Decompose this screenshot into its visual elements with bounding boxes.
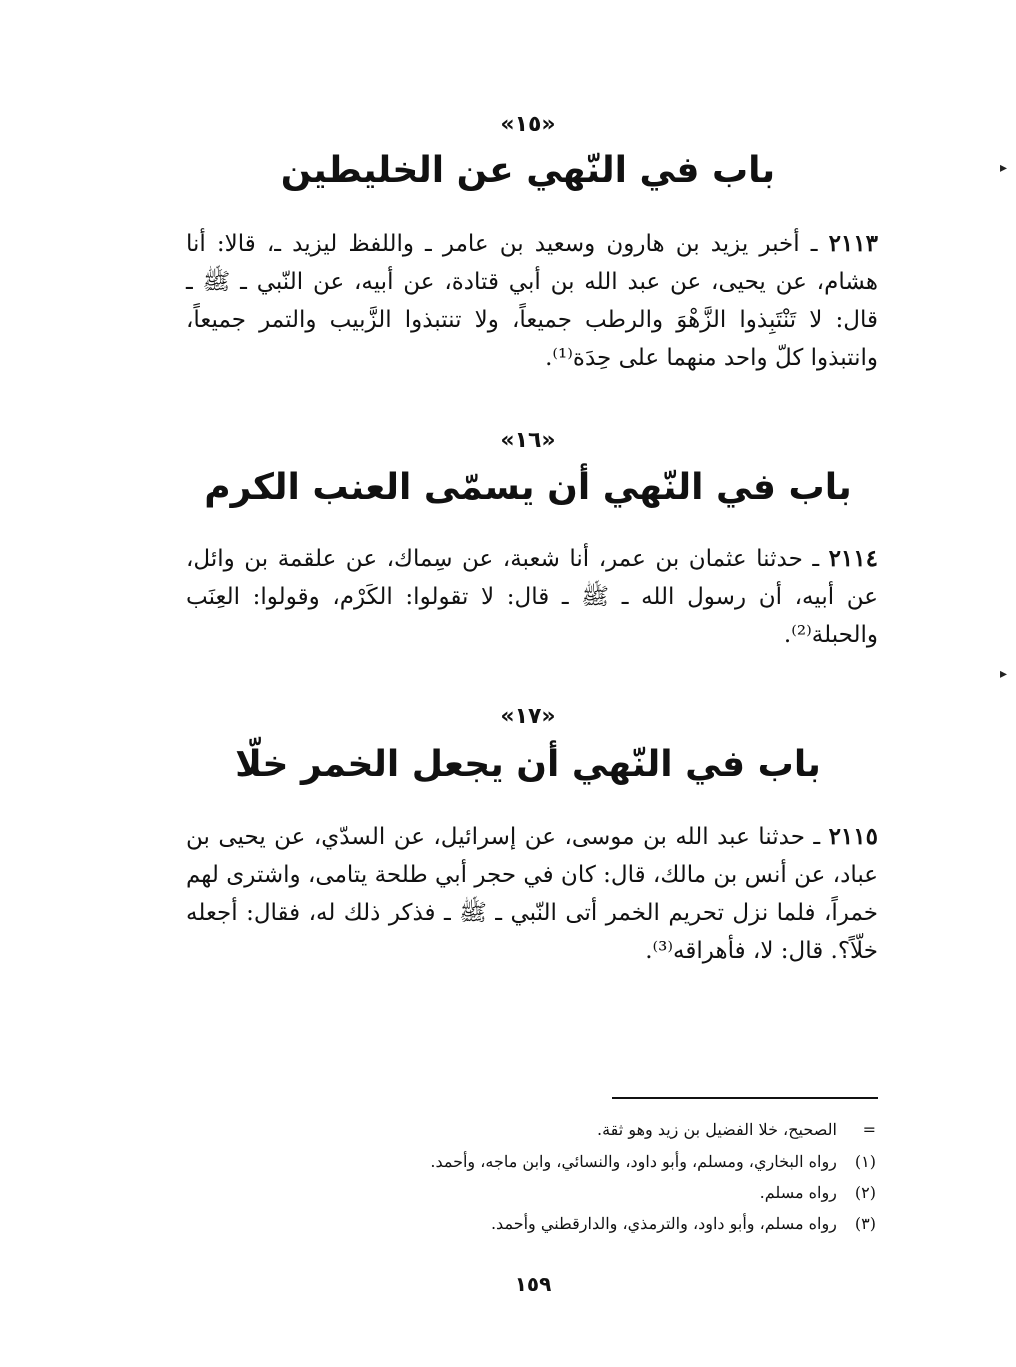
- footnote-label: (٣): [854, 1214, 876, 1233]
- footnote: [356, 1150, 876, 1174]
- section-title: باب في النّهي أن يسمّى العنب الكرم: [204, 467, 852, 508]
- hadith-number: ٢١١٤: [828, 545, 878, 572]
- footnote-label: (١): [854, 1152, 876, 1171]
- section-number: «١٦»: [500, 428, 556, 453]
- footnote-text: الصحيح، خلا الفضيل بن زيد وهو ثقة.: [597, 1120, 837, 1139]
- section-number: «١٥»: [500, 112, 556, 137]
- footnote-label: =: [862, 1120, 876, 1139]
- footnote: [356, 1212, 876, 1236]
- footnote: [356, 1181, 876, 1205]
- hadith-text: ـ حدثنا عثمان بن عمر، أنا شعبة، عن سِماك، عن علقمة بن وائل، عن أبيه، أن رسول الله ـ ﷺ ـ قال: لا تقولوا: الكَرْم، وقولوا: العِنَب والحبلة⁽²⁾.: [186, 546, 878, 648]
- hadith-text: ـ أخبر يزيد بن هارون وسعيد بن عامر ـ واللفظ ليزيد ـ، قالا: أنا هشام، عن يحيى، عن عبد الله بن أبي قتادة، عن أبيه، عن النّبي ـ ﷺ ـ قال: لا تَنْتَبِذوا الزَّهْوَ والرطب جميعاً، ولا تنتبذوا الزَّبيب والتمر جميعاً، وانتبذوا كلّ واحد منهما على حِدَة⁽¹⁾.: [186, 231, 878, 371]
- footnote: [356, 1118, 876, 1142]
- footnote-text: رواه مسلم، وأبو داود، والترمذي، والدارقطني وأحمد.: [490, 1214, 837, 1233]
- section-title: باب في النّهي أن يجعل الخمر خلّا: [235, 744, 821, 785]
- footnote-separator: [612, 1097, 878, 1099]
- hadith-text: ـ حدثنا عبد الله بن موسى، عن إسرائيل، عن السدّي، عن يحيى بن عباد، عن أنس بن مالك، قال: كان في حجر أبي طلحة يتامى، واشترى لهم خمراً، فلما نزل تحريم الخمر أتى النّبي ـ ﷺ ـ فذكر ذلك له، فقال: أجعله خلّاً؟. قال: لا، فأهراقه⁽³⁾.: [186, 824, 878, 964]
- page-number: ١٥٩: [514, 1272, 552, 1296]
- hadith-paragraph: [186, 540, 878, 654]
- footnote-text: رواه البخاري، ومسلم، وأبو داود، والنسائي، وابن ماجه، وأحمد.: [430, 1152, 837, 1171]
- margin-mark: ▸: [1000, 160, 1008, 176]
- hadith-number: ٢١١٥: [828, 823, 878, 850]
- margin-mark: ▸: [1000, 666, 1008, 682]
- section-title: باب في النّهي عن الخليطين: [280, 150, 776, 191]
- hadith-number: ٢١١٣: [828, 230, 878, 257]
- hadith-paragraph: [186, 225, 878, 377]
- footnote-label: (٢): [854, 1183, 876, 1202]
- footnote-text: رواه مسلم.: [759, 1183, 837, 1202]
- hadith-paragraph: [186, 818, 878, 970]
- section-number: «١٧»: [500, 704, 556, 729]
